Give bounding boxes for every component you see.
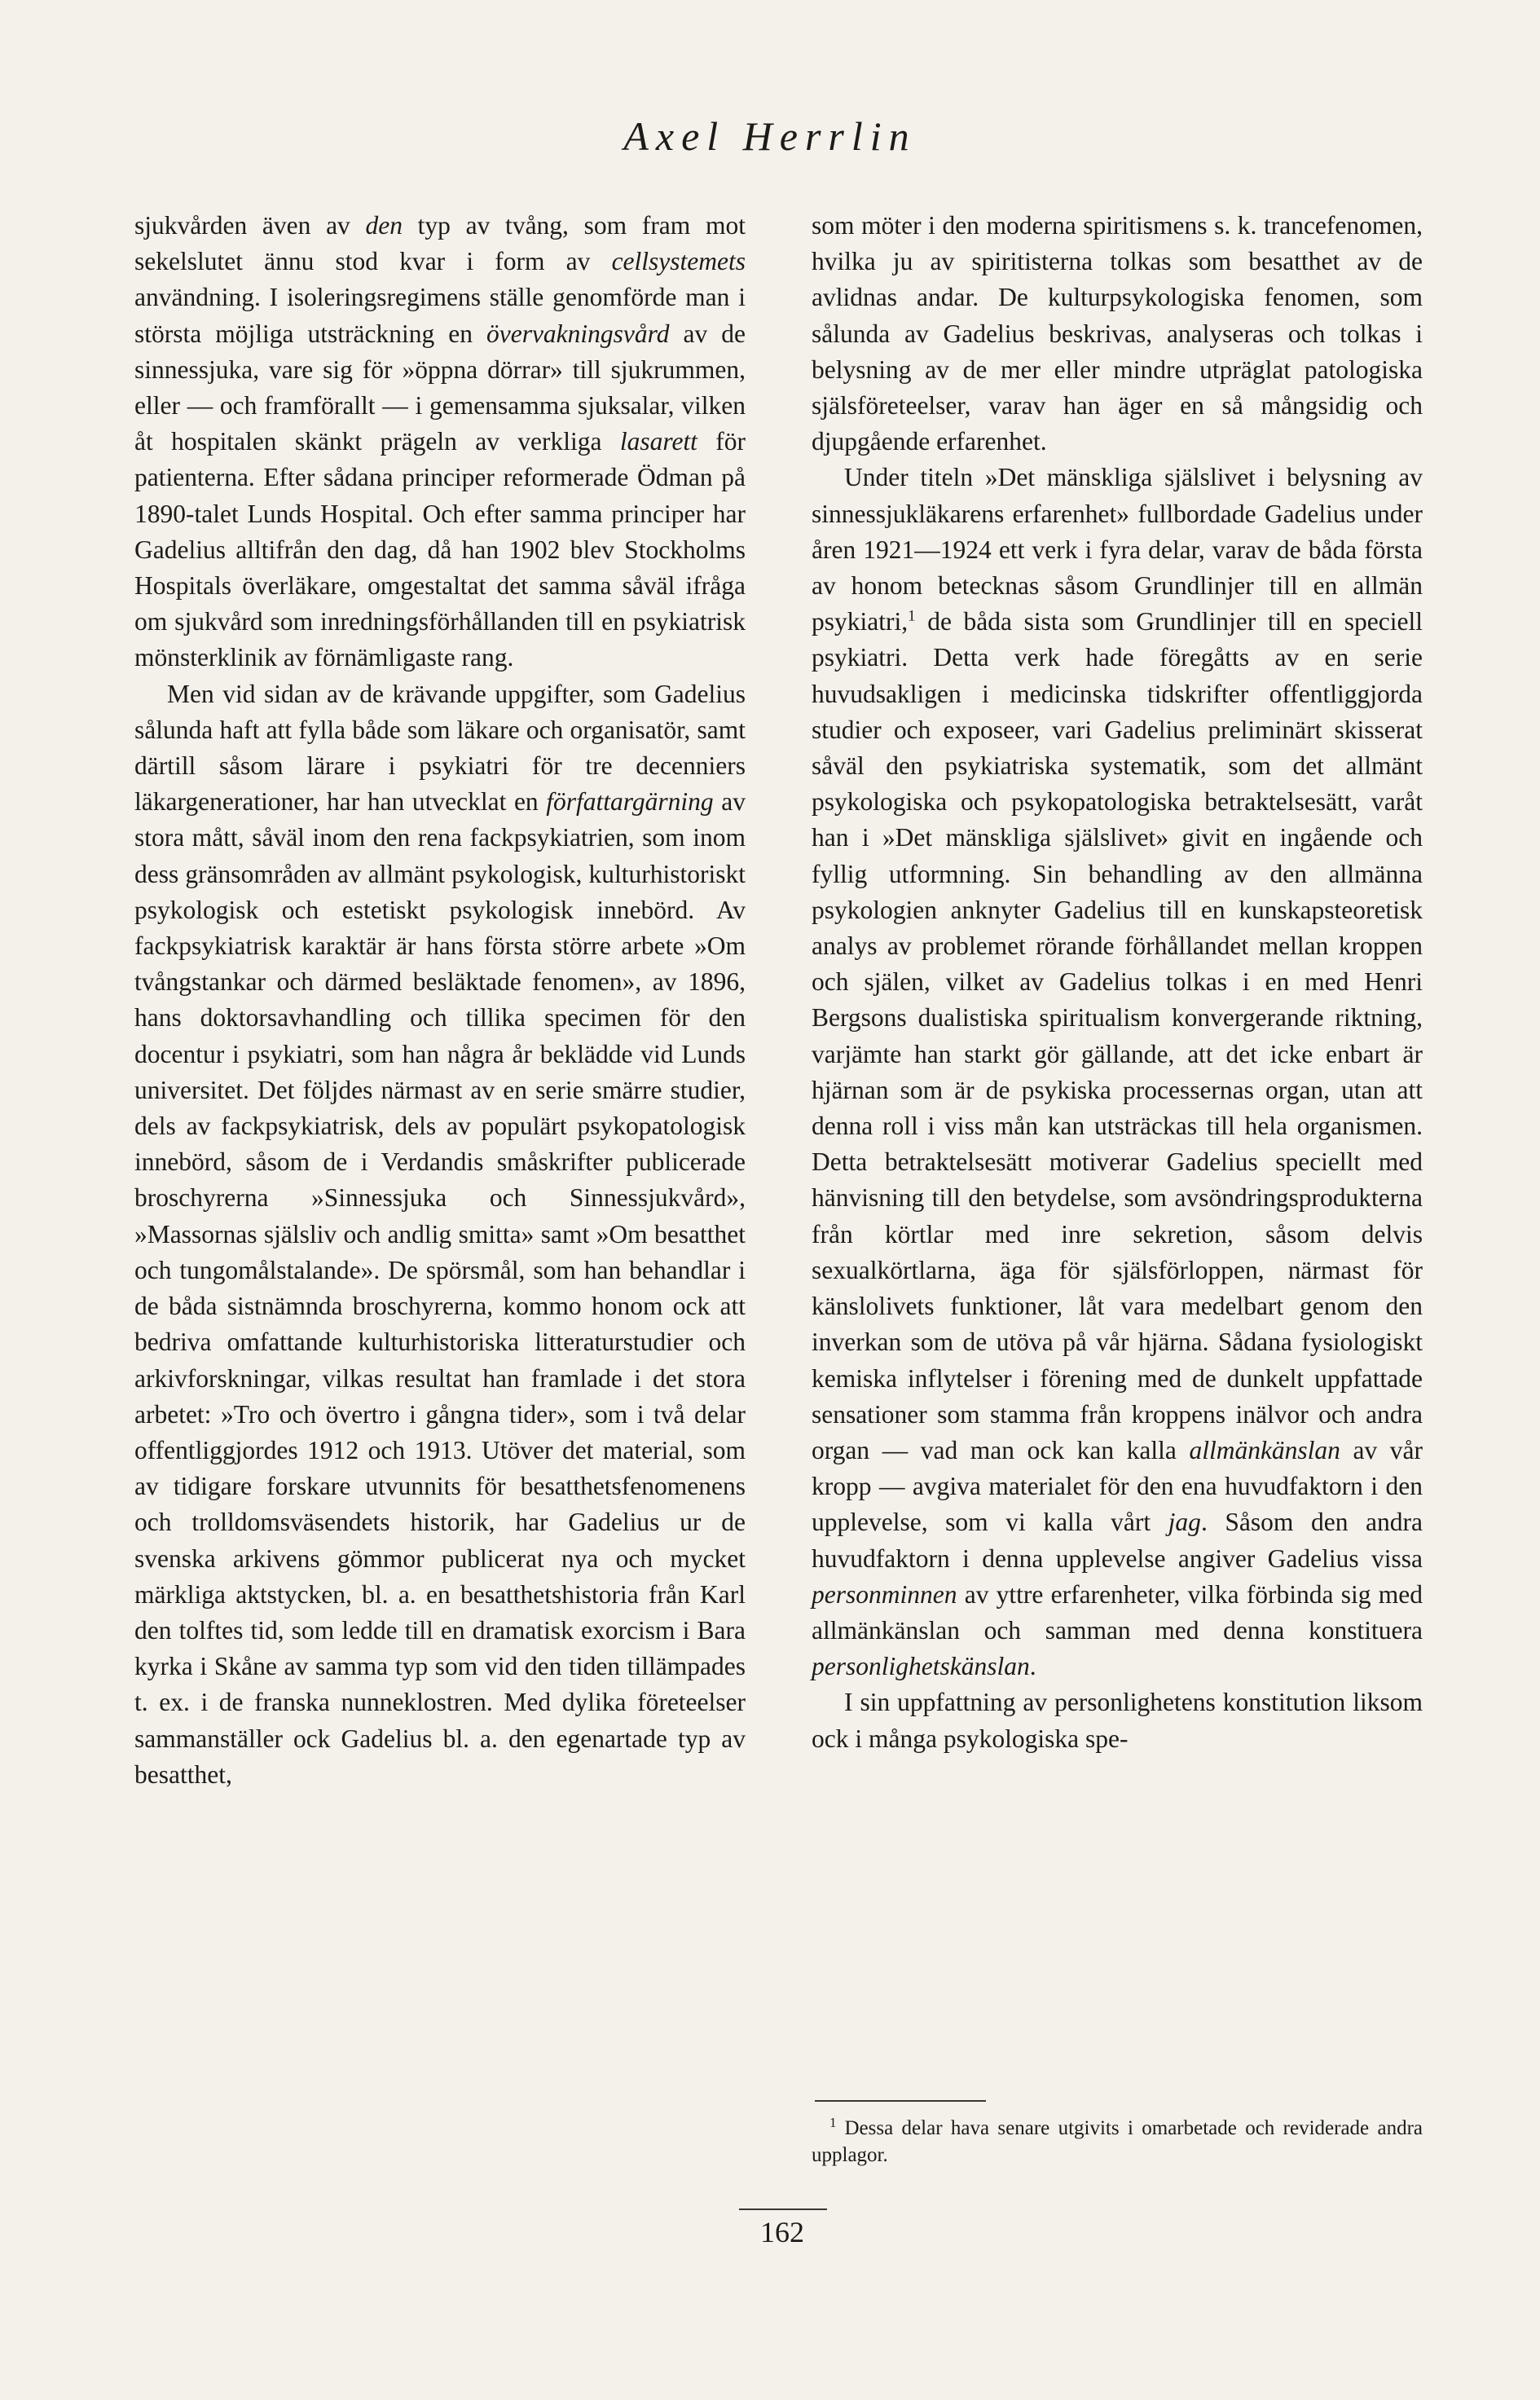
paragraph: Men vid sidan av de krävande uppgifter, som Gadelius sålunda haft att fylla både som läkare och organisatör, samt därtill såsom lärare i psykiatri för tre decenniers läkargenerationer, har han utvecklat en författargärning av stora mått, såväl inom den rena fackpsykiatrien, som inom dess gränsområden av allmänt psykologisk, kulturhistoriskt psykologisk och estetiskt psykologisk innebörd. Av fackpsykiatrisk karaktär är hans första större arbete »Om tvångstankar och därmed besläktade fenomen», av 1896, hans doktorsavhandling och tillika specimen för den docentur i psykiatri, som han några år beklädde vid Lunds universitet. Det följdes närmast av en serie smärre studier, dels av fackpsykiatrisk, dels av populärt psykopatologisk innebörd, såsom de i Verdandis småskrifter publicerade broschyrerna »Sinnessjuka och Sinnessjukvård», »Massornas själsliv och andlig smitta» samt »Om besatthet och tungomålstalande». De spörsmål, som han behandlar i de båda sistnämnda broschyrerna, kommo honom ock att bedriva omfattande kulturhistoriska litteraturstudier och arkivforskningar, vilkas resultat han framlade i det stora arbetet: »Tro och övertro i gångna tider», som i två delar offentliggjordes 1912 och 1913. Utöver det material, som av tidigare forskare utvunnits för besatthetsfenomenens och trolldomsväsendets historik, har Gadelius ur de svenska arkivens gömmor publicerat nya och mycket märkliga aktstycken, bl. a. en besatthetshistoria från Karl den tolftes tid, som ledde till en dramatisk exorcism i Bara kyrka i Skåne av samma typ som vid den tiden tillämpades t. ex. i de franska nunneklostren. Med dylika företeelser sammanställer ock Gadelius bl. a. den egenartade typ av besatthet, [134,679,746,1789]
footnote-reference: 1 [908,607,916,625]
paragraph: Under titeln »Det mänskliga själslivet i belysning av sinnessjukläkarens erfarenhet» fullbordade Gadelius under åren 1921—1924 ett verk i fyra delar, varav de båda första av honom betecknas såsom Grundlinjer till en allmän psykiatri,$^1$ de båda sista som Grundlinjer till en speciell psykiatri. Detta verk hade föregåtts av en serie huvudsakligen i medicinska tidskrifter offentliggjorda studier och exposeer, vari Gadelius preliminärt skisserat såväl den psykiatriska systematik, som det allmänt psykologiska och psykopatologiska betraktelsesätt, varåt han i »Det mänskliga själslivet» givit en ingående och fyllig utformning. Sin behandling av den allmänna psykologien anknyter Gadelius till en kunskapsteoretisk analys av problemet rörande förhållandet mellan kroppen och själen, vilket av Gadelius tolkas i en med Henri Bergsons dualistiska spiritualism konvergerande riktning, varjämte han starkt gör gällande, att det icke enbart är hjärnan som är de psykiska processernas organ, utan att denna roll i viss mån kan utsträckas till hela organismen. Detta betraktelsesätt motiverar Gadelius speciellt med hänvisning till den betydelse, som avsöndringsprodukterna från körtlar med inre sekretion, såsom delvis sexualkörtlarna, äga för själsförloppen, närmast för känslolivets funktioner, låt vara medelbart genom den inverkan som de utöva på vår hjärna. Sådana fysiologiskt kemiska inflytelser i förening med de dunkelt uppfattade sensationer som stamma från kroppens inälvor och andra organ — vad man ock kan kalla allmänkänslan av vår kropp — avgiva materialet för den ena huvudfaktorn i den upplevelse, som vi kalla vårt jag. Såsom den andra huvudfaktorn i denna upplevelse angiver Gadelius vissa personminnen av yttre erfarenheter, vilka förbinda sig med allmänkänslan och samman med denna konstituera personlighetskänslan. [812,463,1423,1681]
footnote-mark: 1 [829,2114,837,2130]
paragraph: sjukvården även av den typ av tvång, som fram mot sekelslutet ännu stod kvar i form av cellsystemets användning. I isoleringsregimens ställe genomförde man i största möjliga utsträckning en övervakningsvård av de sinnessjuka, vare sig för »öppna dörrar» till sjukrummen, eller — och framförallt — i gemensamma sjuksalar, vilken åt hospitalen skänkt prägeln av verkliga lasarett för patienterna. Efter sådana principer reformerade Ödman på 1890-talet Lunds Hospital. Och efter samma principer har Gadelius alltifrån den dag, då han 1902 blev Stockholms Hospitals överläkare, omgestaltat det samma såväl ifråga om sjukvård som inredningsförhållanden till en psykiatrisk mönsterklinik av förnämligaste rang. [134,211,746,672]
paragraph: I sin uppfattning av personlighetens konstitution liksom ock i många psykologiska spe- [812,1688,1423,1753]
left-column [134,208,746,1793]
page-number-rule [739,2208,827,2210]
right-column [812,208,1423,1757]
running-header: Axel Herrlin [623,113,917,159]
footnote-text: Dessa delar hava senare utgivits i omarbetade och reviderade andra upplagor. [812,2117,1423,2166]
footnote [812,2115,1423,2169]
paragraph: som möter i den moderna spiritismens s. k. trancefenomen, hvilka ju av spiritisterna tolkas som besatthet av de avlidnas andar. De kulturpsykologiska fenomen, som sålunda av Gadelius beskrivas, analyseras och tolkas i belysning av de mer eller mindre utpräglat patologiska själsföreteelser, varav han äger en så mångsidig och djupgående erfarenhet. [812,211,1423,456]
footnote-divider [815,2100,986,2102]
page-number: 162 [760,2216,804,2248]
